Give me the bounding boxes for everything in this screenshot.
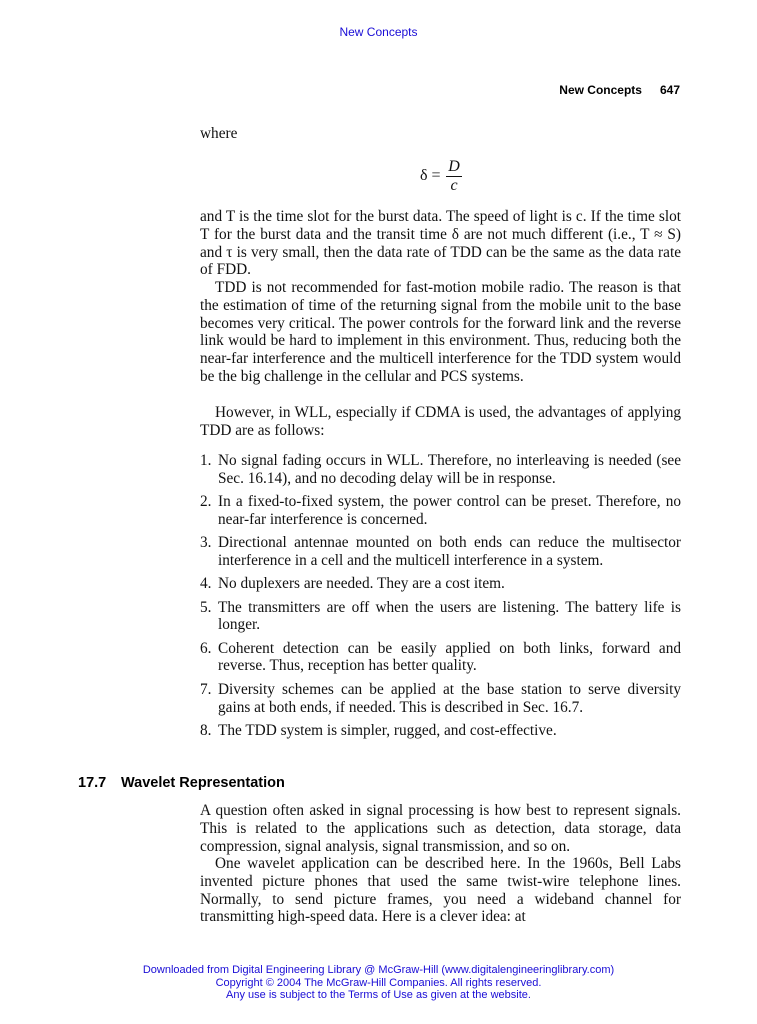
- list-item-text: In a fixed-to-fixed system, the power control can be preset. Therefore, no near-far interference is concerned.: [218, 493, 681, 528]
- footer-copyright: Copyright © 2004 The McGraw-Hill Companies. All rights reserved.: [215, 976, 542, 989]
- running-head-title: New Concepts: [559, 83, 642, 97]
- list-item: [200, 722, 681, 740]
- footer-download-link[interactable]: Downloaded from Digital Engineering Library @ McGraw-Hill (www.digitalengineeringlibrary.com): [142, 964, 615, 976]
- equation-lhs: δ =: [420, 167, 441, 184]
- paragraph-tdd-rate: and T is the time slot for the burst data. The speed of light is c. If the time slot T for the burst data and the transit time δ are not much different (i.e., T ≈ S) and τ is very small, then the data rate of TDD can be the same as the data rate of FDD.: [200, 208, 681, 279]
- list-item-number: 6.: [200, 639, 212, 657]
- list-item: [200, 493, 681, 529]
- list-item-text: Coherent detection can be easily applied on both links, forward and reverse. Thus, reception has better quality.: [218, 639, 681, 675]
- equation-numerator: D: [448, 158, 460, 175]
- list-item-number: 4.: [200, 575, 212, 593]
- section-title: Wavelet Representation: [121, 775, 285, 791]
- list-item: [200, 681, 681, 717]
- paragraph-tdd-mobile: TDD is not recommended for fast-motion mobile radio. The reason is that the estimation of time of the returning signal from the mobile unit to the base becomes very critical. The power controls for the forward link and the reverse link would be hard to implement in this environment. Thus, reducing both the near-far interference and the multicell interference for the TDD system would be the big challenge in the cellular and PCS systems.: [200, 279, 681, 385]
- equation-denominator: c: [450, 177, 458, 194]
- equation-fraction: [446, 158, 462, 195]
- list-item-number: 2.: [200, 493, 212, 511]
- list-item-text: The TDD system is simpler, rugged, and cost-effective.: [218, 721, 557, 739]
- list-item-number: 5.: [200, 598, 212, 616]
- paragraph-wavelet-intro: A question often asked in signal processing is how best to represent signals. This is related to the applications such as detection, data storage, data compression, signal analysis, signal transmission, and so on.: [200, 802, 681, 855]
- list-item: [200, 452, 681, 488]
- list-item-number: 3.: [200, 534, 212, 552]
- list-item-number: 1.: [200, 452, 212, 469]
- advantages-list: [200, 452, 681, 745]
- list-item: [200, 640, 681, 676]
- list-item-text: Directional antennae mounted on both ends can reduce the multisector interference in a cell and the multicell interference in a system.: [218, 534, 681, 569]
- page-number: 647: [659, 83, 680, 97]
- section-heading: [78, 775, 285, 791]
- paragraph-wavelet-application: One wavelet application can be described here. In the 1960s, Bell Labs invented picture phones that used the same twist-wire telephone lines. Normally, to send picture frames, you need a wideband channel for transmitting high-speed data. Here is a clever idea: at: [200, 855, 681, 926]
- list-item-text: No signal fading occurs in WLL. Therefore, no interleaving is needed (see Sec. 16.14), and no decoding delay will be in response.: [218, 452, 681, 487]
- list-item: [200, 575, 681, 593]
- list-item: [200, 534, 681, 570]
- footer-terms-link[interactable]: Any use is subject to the Terms of Use as given at the website.: [226, 989, 531, 1001]
- paragraph-wll-advantages: However, in WLL, especially if CDMA is used, the advantages of applying TDD are as follows:: [200, 404, 681, 439]
- list-item-text: No duplexers are needed. They are a cost item.: [218, 575, 505, 593]
- list-item-number: 7.: [200, 680, 212, 698]
- section-number: 17.7: [78, 775, 107, 791]
- footer: [0, 964, 757, 1002]
- top-chapter-link[interactable]: New Concepts: [339, 25, 418, 39]
- list-item: [200, 599, 681, 635]
- list-item-number: 8.: [200, 721, 212, 739]
- list-item-text: The transmitters are off when the users are listening. The battery life is longer.: [218, 598, 681, 634]
- where-text: where: [200, 125, 238, 142]
- list-item-text: Diversity schemes can be applied at the base station to serve diversity gains at both ends, if needed. This is described in Sec. 16.7.: [218, 680, 681, 716]
- running-head: [420, 83, 680, 97]
